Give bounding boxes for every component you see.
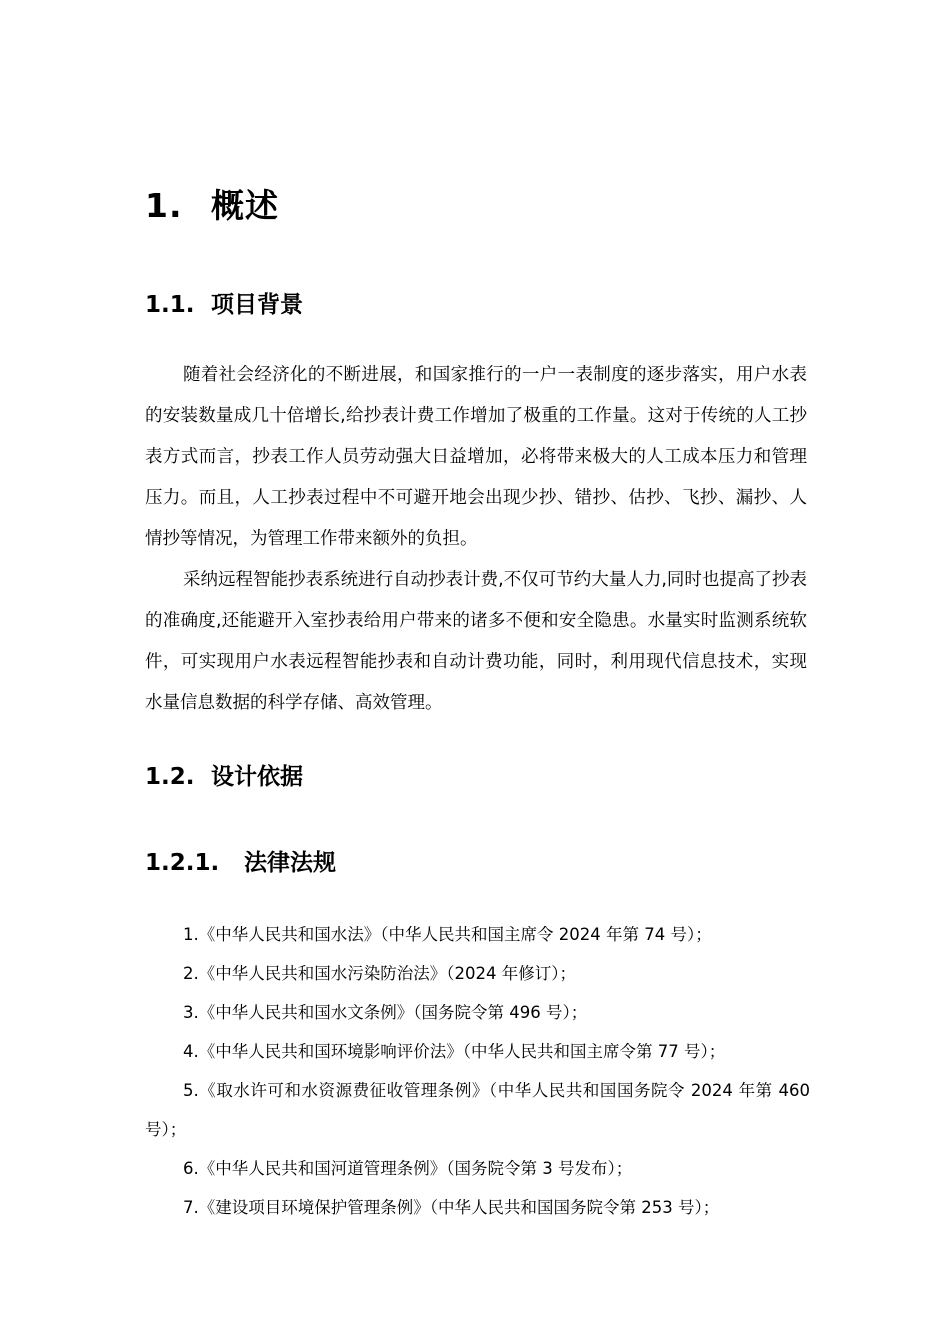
- chapter-heading: [145, 180, 279, 227]
- regulation-list: [145, 915, 810, 1227]
- list-item: 6.《中华人民共和国河道管理条例》（国务院令第 3 号发布）；: [183, 1159, 633, 1178]
- subsection-number: 1.2.1.: [145, 850, 220, 876]
- list-item: 4.《中华人民共和国环境影响评价法》（中华人民共和国主席令第 77 号）；: [183, 1042, 726, 1061]
- paragraph-background-2: 采纳远程智能抄表系统进行自动抄表计费,不仅可节约大量人力,同时也提高了抄表的准确度,还能避开入室抄表给用户带来的诸多不便和安全隐患。水量实时监测系统软件，可实现用户水表远程智能抄表和自动计费功能，同时，利用现代信息技术，实现水量信息数据的科学存储、高效管理。: [145, 570, 807, 713]
- section-title: 设计依据: [211, 764, 303, 790]
- subsection-heading-1-2-1: [145, 844, 336, 877]
- paragraph-background-1: 随着社会经济化的不断进展，和国家推行的一户一表制度的逐步落实，用户水表的安装数量成几十倍增长,给抄表计费工作增加了极重的工作量。这对于传统的人工抄表方式而言，抄表工作人员劳动强大日益增加，必将带来极大的人工成本压力和管理压力。而且，人工抄表过程中不可避开地会出现少抄、错抄、估抄、飞抄、漏抄、人情抄等情况，为管理工作带来额外的负担。: [145, 365, 807, 549]
- list-item: 1.《中华人民共和国水法》（中华人民共和国主席令 2024 年第 74 号）；: [183, 925, 712, 944]
- list-item: 5.《取水许可和水资源费征收管理条例》（中华人民共和国国务院令 2024 年第 460 号）；: [145, 1081, 810, 1139]
- section-heading-1-1: [145, 286, 303, 319]
- section-number: 1.1.: [145, 292, 195, 318]
- chapter-number: 1.: [145, 186, 183, 225]
- section-heading-1-2: [145, 758, 303, 791]
- section-number: 1.2.: [145, 764, 195, 790]
- list-item: 2.《中华人民共和国水污染防治法》（2024 年修订）；: [183, 964, 576, 983]
- section-title: 项目背景: [211, 292, 303, 318]
- subsection-title: 法律法规: [244, 850, 336, 876]
- list-item: 3.《中华人民共和国水文条例》（国务院令第 496 号）；: [183, 1003, 588, 1022]
- list-item: 7.《建设项目环境保护管理条例》（中华人民共和国国务院令第 253 号）；: [183, 1198, 720, 1217]
- chapter-title: 概述: [211, 186, 279, 225]
